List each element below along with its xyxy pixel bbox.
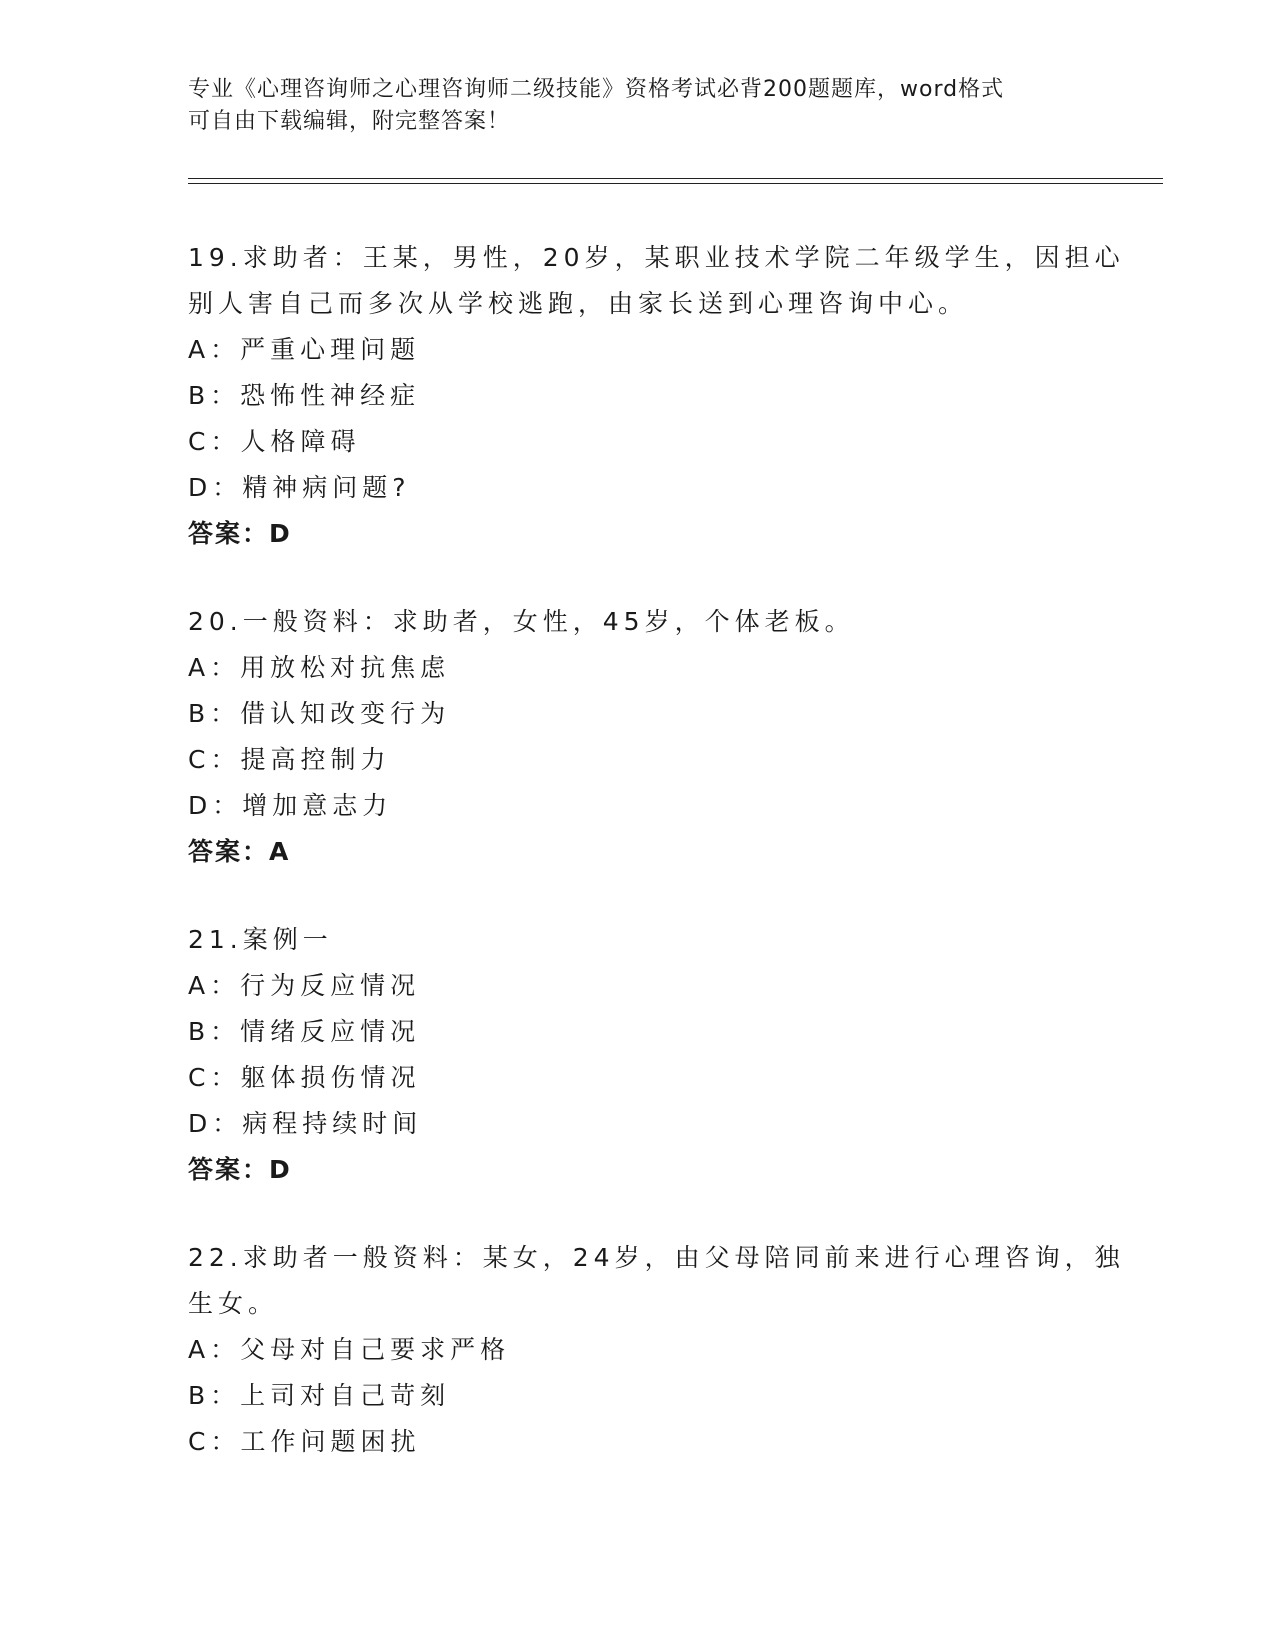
question-stem-line: 20.一般资料：求助者，女性，45岁，个体老板。	[188, 607, 855, 636]
option-b: B：情绪反应情况	[188, 1017, 421, 1046]
question-19	[188, 235, 1125, 557]
option-a: A：行为反应情况	[188, 971, 421, 1000]
question-21	[188, 917, 1088, 1193]
answer-line: 答案：D	[188, 1155, 292, 1184]
answer-line: 答案：A	[188, 837, 291, 866]
option-c: C：提高控制力	[188, 745, 391, 774]
header-rule-bottom	[188, 183, 1163, 184]
question-stem-line: 别人害自己而多次从学校逃跑，由家长送到心理咨询中心。	[188, 289, 969, 318]
question-list	[188, 235, 1125, 1507]
question-stem-line: 生女。	[188, 1289, 279, 1318]
question-stem-line: 19.求助者：王某，男性，20岁，某职业技术学院二年级学生，因担心	[188, 243, 1125, 272]
option-b: B：借认知改变行为	[188, 699, 451, 728]
answer-line: 答案：D	[188, 519, 292, 548]
question-20	[188, 599, 1088, 875]
header-rule-top	[188, 178, 1163, 179]
option-c: C：躯体损伤情况	[188, 1063, 421, 1092]
option-d: D：增加意志力	[188, 791, 393, 820]
option-b: B：上司对自己苛刻	[188, 1381, 451, 1410]
question-22	[188, 1235, 1125, 1465]
header-line-2: 可自由下载编辑，附完整答案！	[188, 109, 511, 134]
option-a: A：父母对自己要求严格	[188, 1335, 511, 1364]
option-a: A：严重心理问题	[188, 335, 421, 364]
option-d: D：病程持续时间	[188, 1109, 423, 1138]
option-d: D：精神病问题?	[188, 473, 411, 502]
option-a: A：用放松对抗焦虑	[188, 653, 451, 682]
question-stem-line: 22.求助者一般资料：某女，24岁，由父母陪同前来进行心理咨询，独	[188, 1243, 1125, 1272]
header-line-1: 专业《心理咨询师之心理咨询师二级技能》资格考试必背200题题库，word格式	[188, 77, 1005, 102]
question-stem-line: 21.案例一	[188, 925, 333, 954]
option-c: C：工作问题困扰	[188, 1427, 421, 1456]
option-b: B：恐怖性神经症	[188, 381, 421, 410]
document-header	[188, 74, 1088, 138]
option-c: C：人格障碍	[188, 427, 361, 456]
